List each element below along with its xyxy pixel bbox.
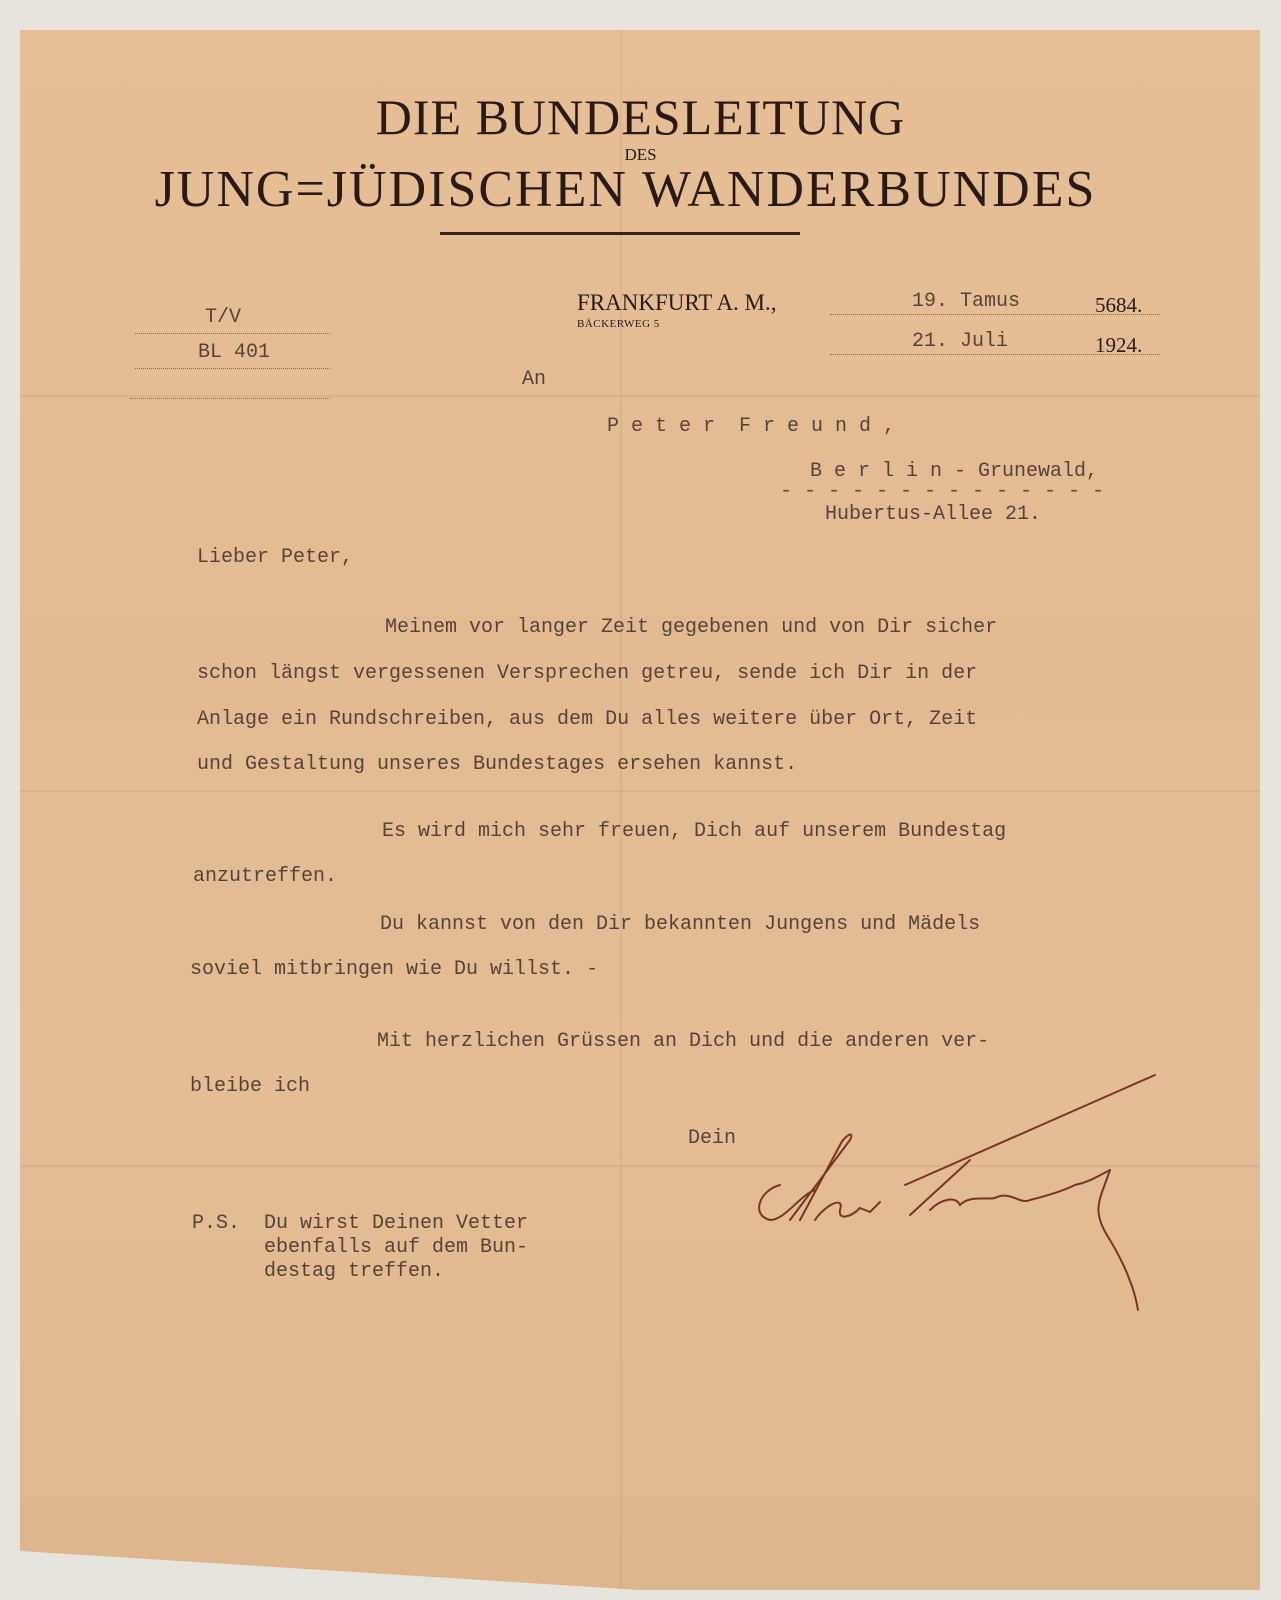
body-line: Meinem vor langer Zeit gegebenen und von Dir sicher bbox=[385, 616, 998, 639]
date-gregorian: 21. Juli bbox=[912, 330, 1009, 353]
signature-icon bbox=[730, 1070, 1180, 1320]
letter-paper bbox=[20, 30, 1260, 1590]
body-line: bleibe ich bbox=[190, 1075, 311, 1098]
recipient-underline: - - - - - - - - - - - - - - bbox=[780, 480, 1105, 503]
body-line: Mit herzlichen Grüssen an Dich und die anderen ver- bbox=[377, 1030, 990, 1053]
body-line: soviel mitbringen wie Du willst. - bbox=[190, 958, 599, 981]
body-line: Anlage ein Rundschreiben, aus dem Du alles weitere über Ort, Zeit bbox=[197, 708, 978, 731]
body-line: anzutreffen. bbox=[193, 865, 338, 888]
recipient-street: Hubertus-Allee 21. bbox=[825, 503, 1042, 526]
body-line: Du kannst von den Dir bekannten Jungens und Mädels bbox=[380, 913, 981, 936]
salutation: Lieber Peter, bbox=[197, 546, 354, 569]
body-line: und Gestaltung unseres Bundestages ersehen kannst. bbox=[197, 753, 798, 776]
closing: Dein bbox=[688, 1127, 737, 1150]
body-line: schon längst vergessenen Versprechen getreu, sende ich Dir in der bbox=[197, 662, 978, 685]
body-line: Es wird mich sehr freuen, Dich auf unserem Bundestag bbox=[382, 820, 1007, 843]
postscript-label: P.S. bbox=[192, 1212, 241, 1235]
date-hebrew: 19. Tamus bbox=[912, 290, 1021, 313]
reference-line bbox=[135, 368, 330, 369]
fold-crease bbox=[20, 790, 1260, 792]
sender-city: FRANKFURT A. M., bbox=[577, 290, 777, 315]
letterhead-des: DES bbox=[624, 145, 657, 164]
letterhead-organization: JUNG=JÜDISCHEN WANDERBUNDES bbox=[154, 161, 1097, 218]
letterhead-title: DIE BUNDESLEITUNG bbox=[375, 89, 906, 145]
reference-code-2: BL 401 bbox=[198, 341, 271, 364]
postscript-line: Du wirst Deinen Vetter bbox=[264, 1212, 529, 1235]
recipient-name: P e t e r F r e u n d , bbox=[607, 415, 896, 438]
fold-crease bbox=[20, 395, 1260, 397]
date-hebrew-year: 5684. bbox=[1095, 293, 1143, 317]
recipient-prefix: An bbox=[522, 368, 547, 391]
reference-line bbox=[130, 398, 330, 399]
postscript-line: ebenfalls auf dem Bun- bbox=[264, 1236, 529, 1259]
reference-code-1: T/V bbox=[205, 306, 242, 329]
postscript-line: destag treffen. bbox=[264, 1260, 445, 1283]
recipient-city: B e r l i n - Grunewald, bbox=[810, 460, 1099, 483]
letterhead-rule bbox=[440, 232, 800, 235]
reference-line bbox=[135, 333, 330, 334]
sender-street: BÄCKERWEG 5 bbox=[577, 318, 660, 330]
fold-crease-vertical bbox=[620, 30, 622, 1590]
date-gregorian-year: 1924. bbox=[1095, 333, 1143, 357]
